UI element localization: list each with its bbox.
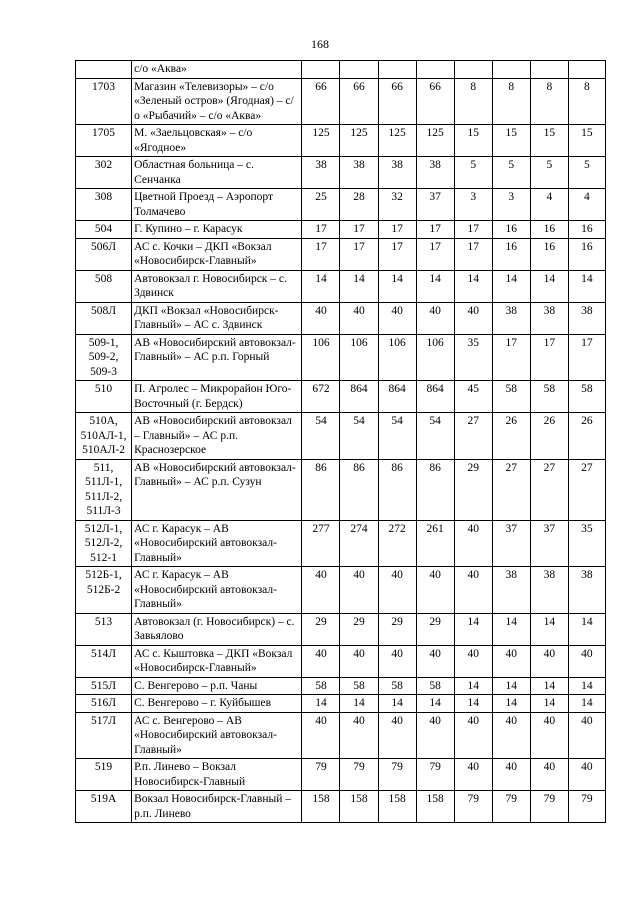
value-cell: 14 (416, 270, 454, 302)
value-cell: 8 (568, 78, 605, 125)
route-name-cell: АС с. Венгерово – АВ «Новосибирский автовокзал-Главный» (132, 712, 302, 759)
route-name-cell: АВ «Новосибирский автовокзал – Главный» – АС р.п. Краснозерское (132, 413, 302, 460)
route-number-cell: 1705 (76, 125, 132, 157)
value-cell: 37 (492, 520, 530, 567)
value-cell (530, 61, 568, 79)
route-number-cell: 515Л (76, 677, 132, 695)
value-cell: 27 (454, 413, 492, 460)
route-number-cell (76, 61, 132, 79)
value-cell: 79 (302, 759, 340, 791)
route-name-cell: Магазин «Телевизоры» – с/о «Зеленый остров» (Ягодная) – с/о «Рыбачий» – с/о «Аква» (132, 78, 302, 125)
value-cell: 14 (454, 677, 492, 695)
value-cell: 158 (416, 791, 454, 823)
value-cell: 40 (568, 759, 605, 791)
value-cell: 40 (302, 645, 340, 677)
value-cell: 40 (302, 712, 340, 759)
value-cell: 17 (378, 221, 416, 239)
value-cell: 14 (378, 270, 416, 302)
route-name-cell: Вокзал Новосибирск-Главный – р.п. Линево (132, 791, 302, 823)
value-cell: 17 (568, 334, 605, 381)
value-cell: 16 (568, 221, 605, 239)
value-cell: 8 (530, 78, 568, 125)
route-number-cell: 302 (76, 157, 132, 189)
value-cell: 58 (340, 677, 378, 695)
value-cell: 4 (568, 189, 605, 221)
table-row (76, 270, 606, 302)
value-cell: 58 (416, 677, 454, 695)
value-cell: 40 (302, 567, 340, 614)
value-cell (302, 61, 340, 79)
value-cell: 86 (378, 459, 416, 520)
route-number-cell: 519А (76, 791, 132, 823)
route-number-cell: 510А, 510АЛ-1, 510АЛ-2 (76, 413, 132, 460)
table-row (76, 520, 606, 567)
value-cell: 14 (454, 695, 492, 713)
route-name-cell: ДКП «Вокзал «Новосибирск-Главный» – АС с. Здвинск (132, 302, 302, 334)
value-cell: 38 (530, 567, 568, 614)
value-cell: 40 (378, 645, 416, 677)
value-cell: 79 (378, 759, 416, 791)
value-cell (416, 61, 454, 79)
value-cell: 38 (530, 302, 568, 334)
value-cell: 125 (416, 125, 454, 157)
value-cell: 54 (302, 413, 340, 460)
table-row (76, 645, 606, 677)
route-name-cell: АС с. Кыштовка – ДКП «Вокзал «Новосибирск-Главный» (132, 645, 302, 677)
route-number-cell: 512Б-1, 512Б-2 (76, 567, 132, 614)
route-name-cell: АС г. Карасук – АВ «Новосибирский автовокзал-Главный» (132, 567, 302, 614)
value-cell: 40 (378, 712, 416, 759)
value-cell: 66 (340, 78, 378, 125)
value-cell: 54 (340, 413, 378, 460)
value-cell: 40 (492, 759, 530, 791)
value-cell: 14 (416, 695, 454, 713)
value-cell: 38 (492, 302, 530, 334)
table-row (76, 61, 606, 79)
value-cell: 3 (454, 189, 492, 221)
value-cell: 40 (492, 712, 530, 759)
value-cell: 40 (530, 759, 568, 791)
table-row (76, 221, 606, 239)
value-cell: 864 (416, 381, 454, 413)
value-cell: 14 (530, 677, 568, 695)
value-cell: 25 (302, 189, 340, 221)
value-cell: 17 (302, 238, 340, 270)
value-cell: 38 (302, 157, 340, 189)
value-cell: 15 (530, 125, 568, 157)
table-row (76, 189, 606, 221)
value-cell: 35 (454, 334, 492, 381)
value-cell: 40 (416, 302, 454, 334)
value-cell: 158 (302, 791, 340, 823)
value-cell: 54 (378, 413, 416, 460)
value-cell: 40 (454, 567, 492, 614)
value-cell: 58 (568, 381, 605, 413)
value-cell: 28 (340, 189, 378, 221)
value-cell: 14 (568, 677, 605, 695)
value-cell: 54 (416, 413, 454, 460)
value-cell: 17 (302, 221, 340, 239)
route-number-cell: 509-1, 509-2, 509-3 (76, 334, 132, 381)
value-cell: 40 (568, 645, 605, 677)
routes-table-body (76, 61, 606, 823)
value-cell: 58 (302, 677, 340, 695)
value-cell: 125 (302, 125, 340, 157)
value-cell: 16 (492, 221, 530, 239)
table-row (76, 78, 606, 125)
value-cell: 17 (530, 334, 568, 381)
value-cell: 106 (416, 334, 454, 381)
value-cell: 14 (568, 270, 605, 302)
value-cell: 5 (568, 157, 605, 189)
route-name-cell: АС с. Кочки – ДКП «Вокзал «Новосибирск-Главный» (132, 238, 302, 270)
route-number-cell: 308 (76, 189, 132, 221)
value-cell: 14 (302, 695, 340, 713)
route-number-cell: 511, 511Л-1, 511Л-2, 511Л-3 (76, 459, 132, 520)
route-number-cell: 517Л (76, 712, 132, 759)
value-cell: 40 (492, 645, 530, 677)
value-cell: 14 (492, 695, 530, 713)
value-cell: 29 (378, 613, 416, 645)
value-cell: 261 (416, 520, 454, 567)
route-name-cell: с/о «Аква» (132, 61, 302, 79)
value-cell: 79 (568, 791, 605, 823)
value-cell: 86 (340, 459, 378, 520)
table-row (76, 613, 606, 645)
value-cell: 14 (378, 695, 416, 713)
value-cell: 14 (302, 270, 340, 302)
route-name-cell: Автовокзал г. Новосибирск – с. Здвинск (132, 270, 302, 302)
value-cell (492, 61, 530, 79)
route-name-cell: Областная больница – с. Сенчанка (132, 157, 302, 189)
table-row (76, 238, 606, 270)
value-cell: 158 (340, 791, 378, 823)
route-name-cell: Г. Купино – г. Карасук (132, 221, 302, 239)
value-cell: 277 (302, 520, 340, 567)
route-number-cell: 508 (76, 270, 132, 302)
route-number-cell: 512Л-1, 512Л-2, 512-1 (76, 520, 132, 567)
value-cell: 40 (530, 712, 568, 759)
value-cell: 5 (530, 157, 568, 189)
value-cell: 58 (378, 677, 416, 695)
table-row (76, 125, 606, 157)
table-row (76, 413, 606, 460)
route-name-cell: Р.п. Линево – Вокзал Новосибирск-Главный (132, 759, 302, 791)
value-cell: 40 (340, 712, 378, 759)
value-cell: 14 (530, 270, 568, 302)
table-row (76, 381, 606, 413)
value-cell (568, 61, 605, 79)
value-cell: 16 (530, 238, 568, 270)
value-cell: 40 (530, 645, 568, 677)
routes-table (75, 60, 606, 823)
value-cell: 125 (340, 125, 378, 157)
value-cell: 14 (340, 270, 378, 302)
value-cell: 27 (568, 459, 605, 520)
value-cell: 26 (530, 413, 568, 460)
route-number-cell: 504 (76, 221, 132, 239)
value-cell: 32 (378, 189, 416, 221)
value-cell: 40 (454, 302, 492, 334)
value-cell: 40 (416, 567, 454, 614)
route-number-cell: 1703 (76, 78, 132, 125)
value-cell: 14 (568, 695, 605, 713)
route-name-cell: С. Венгерово – г. Куйбышев (132, 695, 302, 713)
value-cell: 29 (340, 613, 378, 645)
value-cell: 14 (530, 695, 568, 713)
value-cell: 38 (568, 302, 605, 334)
value-cell: 274 (340, 520, 378, 567)
route-number-cell: 513 (76, 613, 132, 645)
value-cell: 5 (492, 157, 530, 189)
value-cell: 158 (378, 791, 416, 823)
value-cell: 66 (378, 78, 416, 125)
value-cell: 40 (454, 645, 492, 677)
value-cell: 29 (454, 459, 492, 520)
value-cell: 86 (416, 459, 454, 520)
route-name-cell: АВ «Новосибирский автовокзал-Главный» – АС р.п. Сузун (132, 459, 302, 520)
value-cell: 864 (378, 381, 416, 413)
value-cell: 3 (492, 189, 530, 221)
value-cell: 66 (416, 78, 454, 125)
value-cell: 5 (454, 157, 492, 189)
value-cell: 14 (492, 677, 530, 695)
value-cell: 8 (492, 78, 530, 125)
table-row (76, 302, 606, 334)
value-cell: 79 (492, 791, 530, 823)
value-cell (340, 61, 378, 79)
value-cell: 66 (302, 78, 340, 125)
route-name-cell: Автовокзал (г. Новосибирск) – с. Завьялово (132, 613, 302, 645)
value-cell: 58 (492, 381, 530, 413)
value-cell: 86 (302, 459, 340, 520)
value-cell: 16 (568, 238, 605, 270)
value-cell: 17 (416, 238, 454, 270)
value-cell: 27 (492, 459, 530, 520)
value-cell: 17 (454, 238, 492, 270)
value-cell: 40 (340, 302, 378, 334)
value-cell: 8 (454, 78, 492, 125)
table-row (76, 695, 606, 713)
value-cell: 14 (568, 613, 605, 645)
value-cell: 37 (416, 189, 454, 221)
value-cell: 26 (568, 413, 605, 460)
value-cell (454, 61, 492, 79)
value-cell: 40 (416, 645, 454, 677)
value-cell: 58 (530, 381, 568, 413)
value-cell: 14 (530, 613, 568, 645)
value-cell: 79 (454, 791, 492, 823)
value-cell: 79 (530, 791, 568, 823)
route-number-cell: 510 (76, 381, 132, 413)
table-row (76, 759, 606, 791)
value-cell: 29 (302, 613, 340, 645)
table-row (76, 712, 606, 759)
value-cell: 16 (530, 221, 568, 239)
page-number: 168 (311, 37, 329, 51)
route-name-cell: М. «Заельцовская» – с/о «Ягодное» (132, 125, 302, 157)
value-cell: 17 (378, 238, 416, 270)
value-cell: 40 (416, 712, 454, 759)
value-cell: 26 (492, 413, 530, 460)
value-cell: 27 (530, 459, 568, 520)
value-cell: 15 (492, 125, 530, 157)
value-cell: 14 (454, 270, 492, 302)
route-name-cell: С. Венгерово – р.п. Чаны (132, 677, 302, 695)
value-cell: 35 (568, 520, 605, 567)
route-number-cell: 519 (76, 759, 132, 791)
value-cell: 17 (340, 238, 378, 270)
table-row (76, 157, 606, 189)
table-row (76, 791, 606, 823)
value-cell: 864 (340, 381, 378, 413)
value-cell: 106 (302, 334, 340, 381)
route-number-cell: 516Л (76, 695, 132, 713)
value-cell: 29 (416, 613, 454, 645)
value-cell: 272 (378, 520, 416, 567)
value-cell: 38 (416, 157, 454, 189)
value-cell: 40 (454, 520, 492, 567)
value-cell: 37 (530, 520, 568, 567)
value-cell: 38 (568, 567, 605, 614)
value-cell: 40 (454, 759, 492, 791)
value-cell: 106 (340, 334, 378, 381)
value-cell: 14 (340, 695, 378, 713)
value-cell: 40 (378, 567, 416, 614)
value-cell: 38 (492, 567, 530, 614)
route-name-cell: Цветной Проезд – Аэропорт Толмачево (132, 189, 302, 221)
value-cell: 14 (492, 613, 530, 645)
table-row (76, 459, 606, 520)
value-cell: 40 (454, 712, 492, 759)
value-cell: 14 (454, 613, 492, 645)
table-row (76, 567, 606, 614)
value-cell: 15 (568, 125, 605, 157)
value-cell: 17 (340, 221, 378, 239)
value-cell: 38 (340, 157, 378, 189)
table-row (76, 334, 606, 381)
value-cell: 40 (340, 645, 378, 677)
value-cell: 17 (454, 221, 492, 239)
value-cell: 79 (340, 759, 378, 791)
value-cell: 125 (378, 125, 416, 157)
route-number-cell: 506Л (76, 238, 132, 270)
value-cell: 17 (416, 221, 454, 239)
value-cell: 15 (454, 125, 492, 157)
route-name-cell: П. Агролес – Микрорайон Юго-Восточный (г. Бердск) (132, 381, 302, 413)
value-cell: 79 (416, 759, 454, 791)
value-cell (378, 61, 416, 79)
value-cell: 17 (492, 334, 530, 381)
route-name-cell: АВ «Новосибирский автовокзал-Главный» – АС р.п. Горный (132, 334, 302, 381)
value-cell: 14 (492, 270, 530, 302)
route-name-cell: АС г. Карасук – АВ «Новосибирский автовокзал-Главный» (132, 520, 302, 567)
value-cell: 38 (378, 157, 416, 189)
value-cell: 45 (454, 381, 492, 413)
route-number-cell: 508Л (76, 302, 132, 334)
value-cell: 672 (302, 381, 340, 413)
route-number-cell: 514Л (76, 645, 132, 677)
value-cell: 40 (378, 302, 416, 334)
value-cell: 16 (492, 238, 530, 270)
table-row (76, 677, 606, 695)
value-cell: 40 (568, 712, 605, 759)
value-cell: 40 (302, 302, 340, 334)
value-cell: 4 (530, 189, 568, 221)
value-cell: 40 (340, 567, 378, 614)
value-cell: 106 (378, 334, 416, 381)
